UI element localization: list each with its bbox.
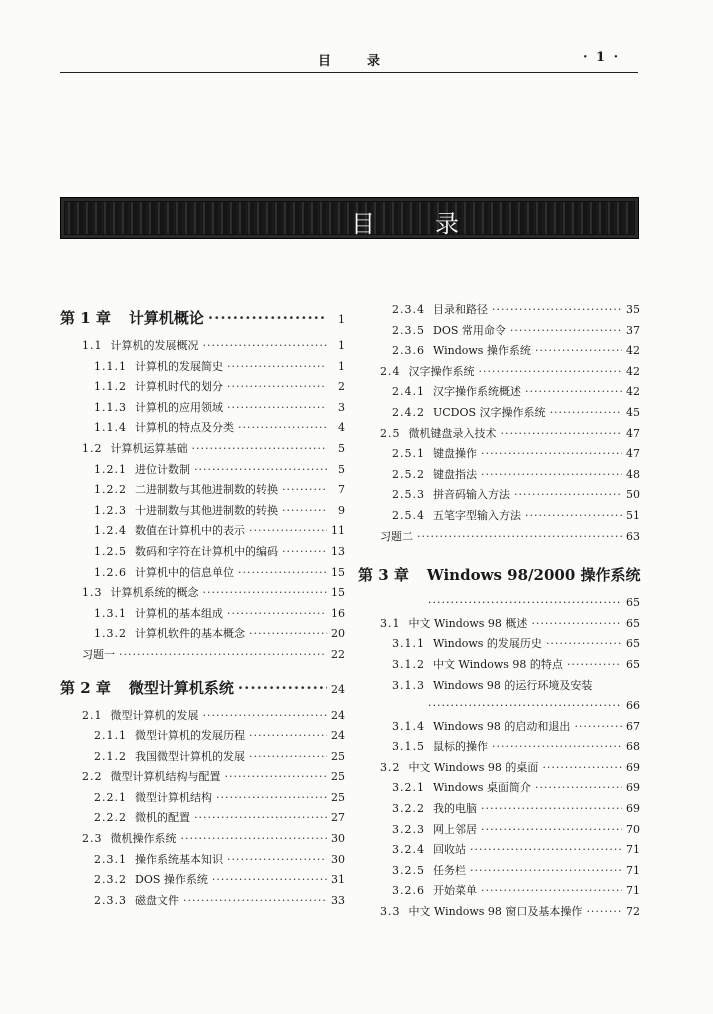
leader-dots [227,377,327,398]
entry-number: 1.3.2 [94,627,127,641]
entry-page: 1 [338,313,345,326]
toc-subsection-entry [60,418,345,439]
entry-number: 2.1.2 [94,749,127,763]
leader-dots [481,465,622,486]
entry-number: 2.5 [380,426,401,440]
entry-title: 十进制数与其他进制数的转换 [135,503,278,517]
entry-page: 30 [331,852,345,866]
entry-title: 中文 Windows 98 窗口及基本操作 [408,905,583,919]
entry-title: 汉字操作系统概述 [433,385,521,399]
toc-subsection-entry [358,655,640,676]
entry-number: 2.3.2 [94,873,127,887]
leader-dots [417,527,622,548]
page-number: · 1 · [583,50,621,65]
entry-title: 计算机的特点及分类 [135,421,234,435]
entry-page: 48 [626,467,640,481]
leader-dots [531,614,622,635]
entry-number: 1.2.2 [94,483,127,497]
entry-page: 3 [338,400,345,414]
entry-page: 47 [626,426,640,440]
leader-dots [550,403,622,424]
leader-dots [510,321,622,342]
running-header-title [318,50,382,69]
toc-subsection-entry [60,398,345,419]
toc-section-entry [60,439,345,460]
entry-page: 15 [331,565,345,579]
toc-subsection-entry [358,341,640,362]
entry-title: 数值在计算机中的表示 [135,524,245,538]
entry-number: 3.2.2 [392,802,425,816]
toc-subsection-entry [358,840,640,861]
banner-title: 目录 [351,210,519,238]
entry-number: 3.1.4 [392,719,425,733]
leader-dots [194,808,327,829]
entry-page: 20 [331,627,345,641]
entry-title: 我国微型计算机的发展 [135,749,245,763]
entry-number: 2.5.3 [392,488,425,502]
entry-title: 五笔字型输入方法 [433,508,521,522]
entry-page: 25 [331,749,345,763]
entry-number: 3.1.1 [392,637,425,651]
toc-subsection-entry [60,808,345,829]
entry-title: 微型计算机的发展 [110,708,199,722]
entry-page: 11 [331,524,345,538]
toc-subsection-entry [358,382,640,403]
leader-dots [282,542,327,563]
entry-title: 中文 Windows 98 的桌面 [408,760,539,774]
entry-page: 50 [626,488,640,502]
entry-title: 计算机中的信息单位 [135,565,234,579]
leader-dots [535,341,622,362]
leader-dots [492,737,622,758]
leader-dots [481,881,622,902]
entry-page: 69 [626,781,640,795]
toc-chapter-entry [60,670,345,706]
toc-subsection-entry [60,624,345,645]
leader-dots [525,506,622,527]
entry-page: 7 [338,483,345,497]
toc-subsection-entry [60,850,345,871]
entry-number: 2.2.1 [94,790,127,804]
entry-title: 计算机时代的划分 [135,380,223,394]
entry-page: 35 [626,303,640,316]
toc-subsection-entry [60,726,345,747]
entry-number: 3.1.2 [392,657,425,671]
entry-page: 5 [338,441,345,455]
toc-section-entry [60,336,345,357]
entry-number: 3.2.4 [392,843,425,857]
entry-page: 27 [331,811,345,825]
entry-number: 1.2.3 [94,503,127,517]
entry-number: 2.3.3 [94,893,127,907]
toc-subsection-entry [60,870,345,891]
entry-page: 42 [626,344,640,358]
entry-page: 42 [626,385,640,399]
entry-page: 67 [626,719,640,733]
entry-number: 1.1 [82,339,103,352]
entry-title: 我的电脑 [433,802,477,816]
entry-page: 31 [331,873,345,887]
entry-page: 9 [338,503,345,517]
toc-section-entry [60,767,345,788]
leader-dots [428,696,622,717]
entry-page: 70 [626,822,640,836]
entry-title: UCDOS 汉字操作系统 [433,405,546,419]
toc-subsection-entry [358,506,640,527]
entry-number: 1.1.4 [94,421,127,435]
header-char-1: 目 [318,54,334,69]
leader-dots [567,655,622,676]
chapter-number: 第 1 章 [60,309,111,327]
entry-page: 33 [331,893,345,907]
entry-number: 1.1.2 [94,380,127,394]
entry-number: 3.2.1 [392,781,425,795]
toc-exercise-entry [358,527,640,548]
toc-subsection-entry [60,891,345,912]
entry-number: 2.1 [82,708,103,722]
toc-subsection-entry [60,357,345,378]
leader-dots [249,624,327,645]
toc-subsection-entry [358,634,640,655]
toc-subsection-entry [358,717,640,738]
entry-title: Windows 的发展历史 [433,637,542,651]
leader-dots [249,747,327,768]
leader-dots [212,870,327,891]
leader-dots [225,767,328,788]
entry-page: 71 [626,884,640,898]
entry-page: 24 [331,682,345,696]
entry-number: 2.2 [82,770,103,784]
toc-subsection-entry [358,676,640,697]
leader-dots [227,850,327,871]
entry-page: 16 [331,606,345,620]
entry-number: 2.3.4 [392,303,425,316]
entry-page: 13 [331,544,345,558]
chapter-number: 第 2 章 [60,678,111,697]
toc-section-entry [60,706,345,727]
toc-subsection-entry [358,799,640,820]
entry-title: 汉字操作系统 [408,364,475,378]
entry-number: 2.2.2 [94,811,127,825]
entry-title: 回收站 [433,843,466,857]
toc-entry-continuation [358,696,640,717]
entry-number: 3.3 [380,905,401,919]
entry-page: 15 [331,586,345,600]
leader-dots [216,788,327,809]
toc-subsection-entry [358,485,640,506]
entry-page: 5 [338,462,345,476]
entry-number: 2.4.1 [392,385,425,399]
leader-dots [203,336,328,357]
leader-dots [470,840,622,861]
entry-title: 键盘操作 [433,447,477,461]
entry-title: 开始菜单 [433,884,477,898]
leader-dots [481,799,622,820]
leader-dots [492,300,622,321]
leader-dots [238,418,327,439]
toc-subsection-entry [60,604,345,625]
entry-title: 二进制数与其他进制数的转换 [135,483,278,497]
entry-title: Windows 操作系统 [433,344,531,358]
entry-title: 拼音码输入方法 [433,488,510,502]
entry-title: 微型计算机结构与配置 [110,770,221,784]
leader-dots [282,501,327,522]
entry-title: 微型计算机结构 [135,790,212,804]
leader-dots [192,439,328,460]
leader-dots [481,444,622,465]
toc-section-entry [358,424,640,445]
entry-title: 习题一 [82,647,115,661]
entry-number: 1.1.1 [94,359,127,373]
entry-number: 1.2 [82,441,103,455]
entry-page: 65 [626,657,640,671]
entry-title: 磁盘文件 [135,893,179,907]
entry-number: 2.3.1 [94,852,127,866]
toc-subsection-entry [358,444,640,465]
entry-title: Windows 桌面简介 [433,781,531,795]
entry-title: 网上邻居 [433,822,477,836]
chapter-number: 第 3 章 [358,566,409,585]
entry-number: 3.2.5 [392,863,425,877]
entry-number: 1.2.4 [94,524,127,538]
leader-dots [525,382,622,403]
entry-title: 计算机运算基础 [110,441,188,455]
entry-title: 计算机的发展概况 [110,339,199,352]
entry-number: 2.5.4 [392,508,425,522]
entry-page: 71 [626,863,640,877]
leader-dots [183,891,327,912]
leader-dots [428,593,622,614]
entry-page: 22 [331,647,345,661]
entry-title: 中文 Windows 98 的特点 [433,657,563,671]
leader-dots [181,829,328,850]
leader-dots [542,758,622,779]
title-banner [60,197,639,239]
entry-page: 24 [331,729,345,743]
entry-number: 2.4 [380,364,401,378]
entry-number: 3.1.5 [392,740,425,754]
leader-dots [119,645,327,666]
entry-title: 微机操作系统 [110,832,177,846]
entry-number: 2.3.5 [392,323,425,337]
entry-number: 2.3.6 [392,344,425,358]
leader-dots [208,300,327,336]
leader-dots [227,357,327,378]
toc-column-right [358,300,640,923]
entry-title: 微型计算机的发展历程 [135,729,245,743]
entry-page: 45 [626,405,640,419]
entry-page: 65 [626,596,640,610]
entry-number: 3.1.3 [392,678,425,692]
entry-page: 1 [338,359,345,373]
entry-number: 1.2.1 [94,462,127,476]
entry-number: 1.2.5 [94,544,127,558]
entry-page: 30 [331,832,345,846]
entry-title: DOS 常用命令 [433,323,506,337]
entry-title: 任务栏 [433,863,466,877]
toc-subsection-entry [60,788,345,809]
entry-page: 24 [331,708,345,722]
leader-dots [249,726,327,747]
entry-title: 数码和字符在计算机中的编码 [135,544,278,558]
toc-subsection-entry [60,521,345,542]
entry-page: 65 [626,637,640,651]
entry-title: 计算机软件的基本概念 [135,627,245,641]
toc-subsection-entry [60,542,345,563]
entry-page: 66 [626,699,640,713]
entry-title: Windows 98 的运行环境及安装 [433,678,593,692]
toc-subsection-entry [358,737,640,758]
entry-page: 71 [626,843,640,857]
leader-dots [227,398,327,419]
entry-page: 4 [338,421,345,435]
entry-title: 计算机系统的概念 [110,586,199,600]
toc-entry-continuation [358,593,640,614]
entry-title: 中文 Windows 98 概述 [408,616,528,630]
entry-number: 3.2 [380,760,401,774]
toc-subsection-entry [358,820,640,841]
toc-section-entry [358,902,640,923]
chapter-title: Windows 98/2000 操作系统 [426,566,641,585]
toc-chapter-entry [60,300,345,336]
toc-subsection-entry [358,321,640,342]
leader-dots [203,583,328,604]
entry-number: 3.2.3 [392,822,425,836]
toc-subsection-entry [60,563,345,584]
toc-subsection-entry [60,377,345,398]
entry-page: 2 [338,380,345,394]
toc-subsection-entry [60,460,345,481]
header-rule [60,72,638,73]
chapter-title: 微型计算机系统 [128,678,234,697]
entry-page: 1 [338,339,345,352]
toc-subsection-entry [358,861,640,882]
entry-title: 计算机的应用领域 [135,400,223,414]
leader-dots [479,362,623,383]
toc-exercise-entry [60,645,345,666]
entry-page: 47 [626,447,640,461]
entry-page: 69 [626,802,640,816]
entry-number: 2.3 [82,832,103,846]
entry-page: 72 [626,905,640,919]
banner-texture [65,202,634,234]
leader-dots [227,604,327,625]
entry-number: 1.1.3 [94,400,127,414]
leader-dots [282,480,327,501]
entry-page: 65 [626,616,640,630]
entry-title: DOS 操作系统 [135,873,208,887]
entry-number: 1.2.6 [94,565,127,579]
header-char-2: 录 [367,54,383,69]
entry-page: 25 [331,790,345,804]
leader-dots [586,902,622,923]
leader-dots [249,521,327,542]
entry-number: 2.5.2 [392,467,425,481]
entry-page: 63 [626,529,640,543]
entry-page: 69 [626,760,640,774]
entry-title: 目录和路径 [433,303,488,316]
entry-page: 68 [626,740,640,754]
entry-number: 2.4.2 [392,405,425,419]
leader-dots [501,424,623,445]
entry-number: 2.1.1 [94,729,127,743]
toc-section-entry [60,583,345,604]
leader-dots [514,485,622,506]
entry-number: 1.3 [82,586,103,600]
leader-dots [535,778,622,799]
toc-subsection-entry [60,501,345,522]
toc-section-entry [358,614,640,635]
entry-number: 1.3.1 [94,606,127,620]
leader-dots [194,460,327,481]
leader-dots [470,861,622,882]
entry-title: Windows 98 的启动和退出 [433,719,571,733]
entry-number: 3.2.6 [392,884,425,898]
leader-dots [546,634,622,655]
entry-title: 键盘指法 [433,467,477,481]
toc-section-entry [358,362,640,383]
entry-title: 操作系统基本知识 [135,852,223,866]
entry-page: 25 [331,770,345,784]
toc-subsection-entry [358,300,640,321]
entry-title: 微机键盘录入技术 [408,426,497,440]
entry-title: 习题二 [380,529,413,543]
leader-dots [574,717,622,738]
entry-page: 37 [626,323,640,337]
leader-dots [481,820,622,841]
entry-title: 鼠标的操作 [433,740,488,754]
toc-subsection-entry [358,403,640,424]
toc-subsection-entry [60,747,345,768]
entry-page: 51 [626,508,640,522]
toc-column-left [60,300,345,911]
entry-title: 进位计数制 [135,462,190,476]
entry-title: 微机的配置 [135,811,190,825]
leader-dots [203,706,328,727]
toc-subsection-entry [358,465,640,486]
entry-title: 计算机的发展简史 [135,359,223,373]
toc-subsection-entry [60,480,345,501]
entry-number: 3.1 [380,616,401,630]
entry-title: 计算机的基本组成 [135,606,223,620]
leader-dots [238,670,327,706]
toc-section-entry [358,758,640,779]
entry-number: 2.5.1 [392,447,425,461]
toc-subsection-entry [358,778,640,799]
toc-section-entry [60,829,345,850]
toc-subsection-entry [358,881,640,902]
chapter-title: 计算机概论 [128,309,204,327]
toc-chapter-entry [358,557,640,593]
leader-dots [238,563,327,584]
entry-page: 42 [626,364,640,378]
